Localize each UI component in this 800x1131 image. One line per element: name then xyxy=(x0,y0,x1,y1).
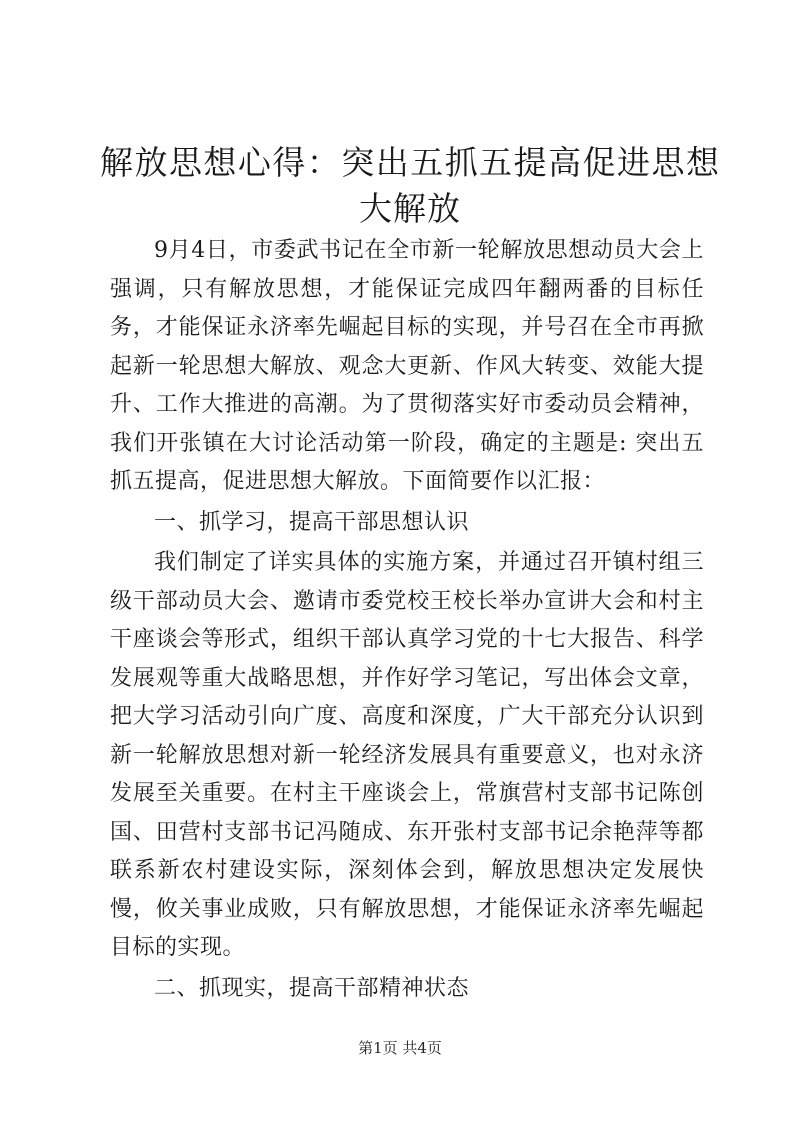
document-title: 解放思想心得：突出五抓五提高促进思想大解放 xyxy=(100,143,720,228)
section-heading-reality: 二、抓现实，提高干部精神状态 xyxy=(154,975,470,1001)
section-heading-study: 一、抓学习，提高干部思想认识 xyxy=(154,509,470,535)
study-paragraph: 我们制定了详实具体的实施方案，并通过召开镇村组三级干部动员大会、邀请市委党校王校长举办宣讲大会和村主干座谈会等形式，组织干部认真学习党的十七大报告、科学发展观等重大战略思想，并作好学习笔记，写出体会文章，把大学习活动引向广度、高度和深度，广大干部充分认识到新一轮解放思想对新一轮经济发展具有重要意义，也对永济发展至关重要。在村主干座谈会上，常旗营村支部书记陈创国、田营村支部书记冯随成、东开张村支部书记余艳萍等都联系新农村建设实际，深刻体会到，解放思想决定发展快慢，攸关事业成败，只有解放思想，才能保证永济率先崛起目标的实现。 xyxy=(110,550,704,960)
intro-paragraph: 9月4日，市委武书记在全市新一轮解放思想动员大会上强调，只有解放思想，才能保证完成四年翻两番的目标任务，才能保证永济率先崛起目标的实现，并号召在全市再掀起新一轮思想大解放、观念大更新、作风大转变、效能大提升、工作大推进的高潮。为了贯彻落实好市委动员会精神，我们开张镇在大讨论活动第一阶段，确定的主题是: 突出五抓五提高，促进思想大解放。下面简要作以汇报： xyxy=(110,238,704,494)
document-body xyxy=(110,232,704,1008)
page-number: 第1页 共4页 xyxy=(358,1039,442,1057)
